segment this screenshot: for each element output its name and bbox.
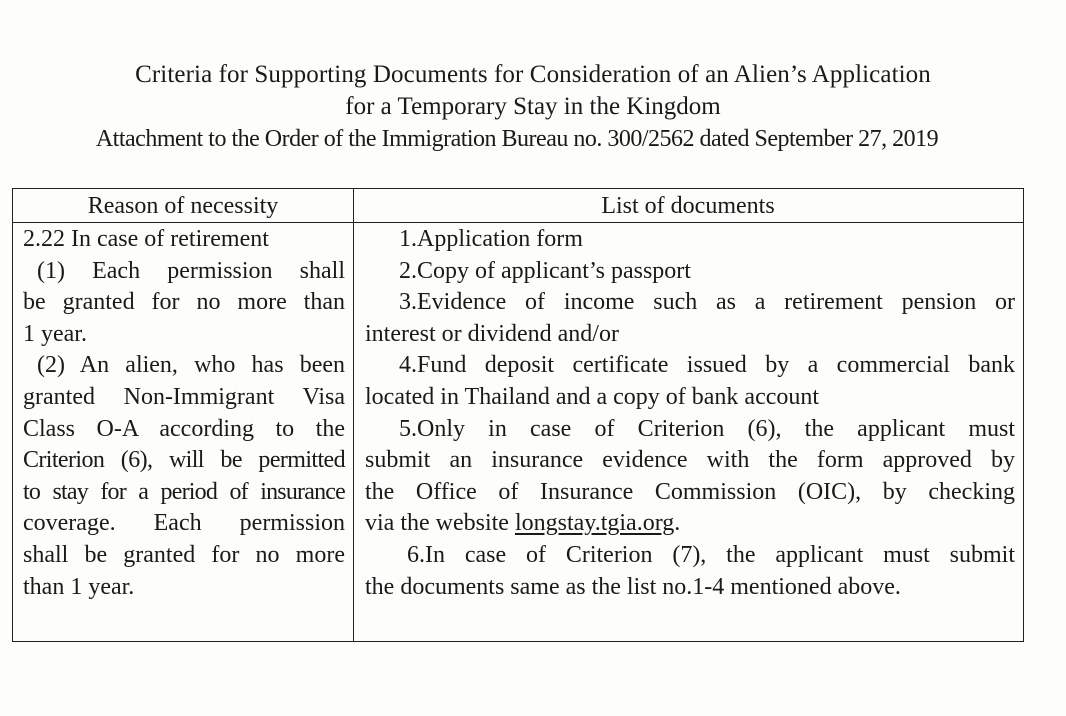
document-line [365, 508, 1015, 540]
document-attachment-line: Attachment to the Order of the Immigration Bureau no. 300/2562 dated September 27, 2019 [95, 126, 939, 152]
criteria-table [12, 188, 1024, 642]
document-line: interest or dividend and/or [365, 320, 619, 347]
document-line: the Office of Insurance Commission (OIC), by checking [365, 478, 1015, 505]
column-divider [353, 189, 354, 641]
reason-cell [23, 224, 345, 603]
header-list-of-documents: List of documents [601, 193, 775, 219]
document-title-line-2: for a Temporary Stay in the Kingdom [345, 93, 721, 120]
document-line: 2.Copy of applicant’s passport [399, 257, 691, 284]
document-title-line-1: Criteria for Supporting Documents for Consideration of an Alien’s Application [135, 61, 931, 88]
document-line: 5.Only in case of Criterion (6), the applicant must [399, 415, 1015, 442]
reason-line: than 1 year. [23, 573, 135, 600]
document-line: 3.Evidence of income such as a retirement pension or [399, 289, 1015, 316]
reason-line: shall be granted for no more [23, 541, 345, 568]
reason-line: Criterion (6), will be permitted [23, 447, 345, 474]
reason-line: 1 year. [23, 320, 87, 347]
reason-line: Class O-A according to the [23, 415, 345, 442]
website-prefix: via the website [365, 510, 515, 537]
header-divider [13, 222, 1023, 223]
document-line: 1.Application form [399, 226, 583, 252]
reason-line: (2) An alien, who has been [37, 352, 345, 379]
document-line: 6.In case of Criterion (7), the applicant must submit [407, 541, 1015, 568]
website-suffix: . [674, 510, 681, 537]
reason-line: (1) Each permission shall [37, 257, 345, 284]
reason-line: be granted for no more than [23, 289, 345, 316]
reason-line: coverage. Each permission [23, 510, 345, 537]
document-line: 4.Fund deposit certificate issued by a commercial bank [399, 352, 1015, 379]
website-link[interactable]: longstay.tgia.org [514, 510, 675, 537]
documents-cell [365, 224, 1015, 603]
document-line: located in Thailand and a copy of bank account [365, 383, 820, 410]
document-line: submit an insurance evidence with the form approved by [365, 447, 1015, 474]
reason-line: granted Non-Immigrant Visa [23, 383, 345, 410]
reason-line: to stay for a period of insurance [23, 478, 345, 505]
reason-line: 2.22 In case of retirement [23, 226, 269, 252]
document-line: the documents same as the list no.1-4 mentioned above. [365, 573, 901, 600]
header-reason-of-necessity: Reason of necessity [87, 193, 279, 219]
